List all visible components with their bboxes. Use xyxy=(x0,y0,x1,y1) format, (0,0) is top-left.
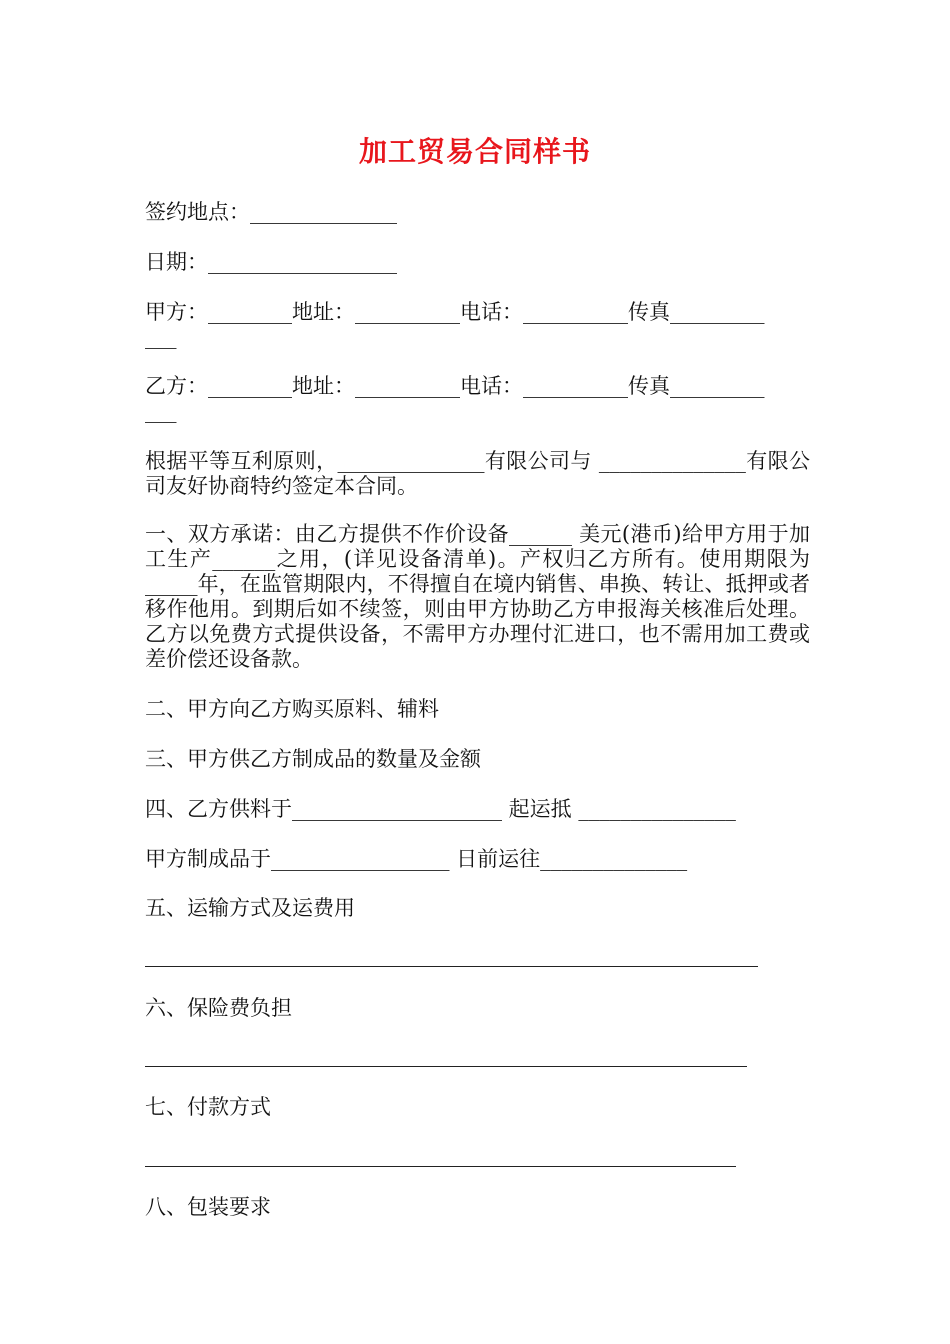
blank-fill-line xyxy=(145,1066,747,1067)
clause-4-product-line: 甲方制成品于_________________ 日前运往______________ xyxy=(145,847,688,871)
clause-5-heading: 五、运输方式及运费用 xyxy=(145,896,355,920)
sign-place-line: 签约地点：______________ xyxy=(145,200,397,224)
clause-1-paragraph: 一、双方承诺：由乙方提供不作价设备______ 美元(港币)给甲方用于加工生产______之用，(详见设备清单)。产权归乙方所有。使用期限为_____年，在监管期限内，不得擅自在境内销售、串换、转让、抵押或者移作他用。到期后如不续签，则由甲方协助乙方申报海关核准后处理。乙方以免费方式提供设备，不需甲方办理付汇进口，也不需用加工费或差价偿还设备款。 xyxy=(145,522,810,671)
blank-fill-line xyxy=(145,1166,736,1167)
clause-4-line: 四、乙方供料于____________________ 起运抵 _______________ xyxy=(145,797,736,821)
intro-paragraph: 根据平等互利原则，______________有限公司与 ______________有限公司友好协商特约签定本合同。 xyxy=(145,449,810,498)
document-title: 加工贸易合同样书 xyxy=(358,135,591,168)
clause-2-heading: 二、甲方向乙方购买原料、辅料 xyxy=(145,697,439,721)
party-a-line-continued: ___ xyxy=(145,325,177,349)
party-b-line-continued: ___ xyxy=(145,399,177,423)
clause-3-heading: 三、甲方供乙方制成品的数量及金额 xyxy=(145,747,481,771)
date-line: 日期：__________________ xyxy=(145,250,397,274)
party-a-line: 甲方：________地址：__________电话：__________传真_________ xyxy=(145,300,765,324)
party-b-line: 乙方：________地址：__________电话：__________传真_________ xyxy=(145,374,765,398)
clause-7-heading: 七、付款方式 xyxy=(145,1095,271,1119)
clause-6-heading: 六、保险费负担 xyxy=(145,996,292,1020)
blank-fill-line xyxy=(145,966,758,967)
clause-8-heading: 八、包装要求 xyxy=(145,1195,271,1219)
